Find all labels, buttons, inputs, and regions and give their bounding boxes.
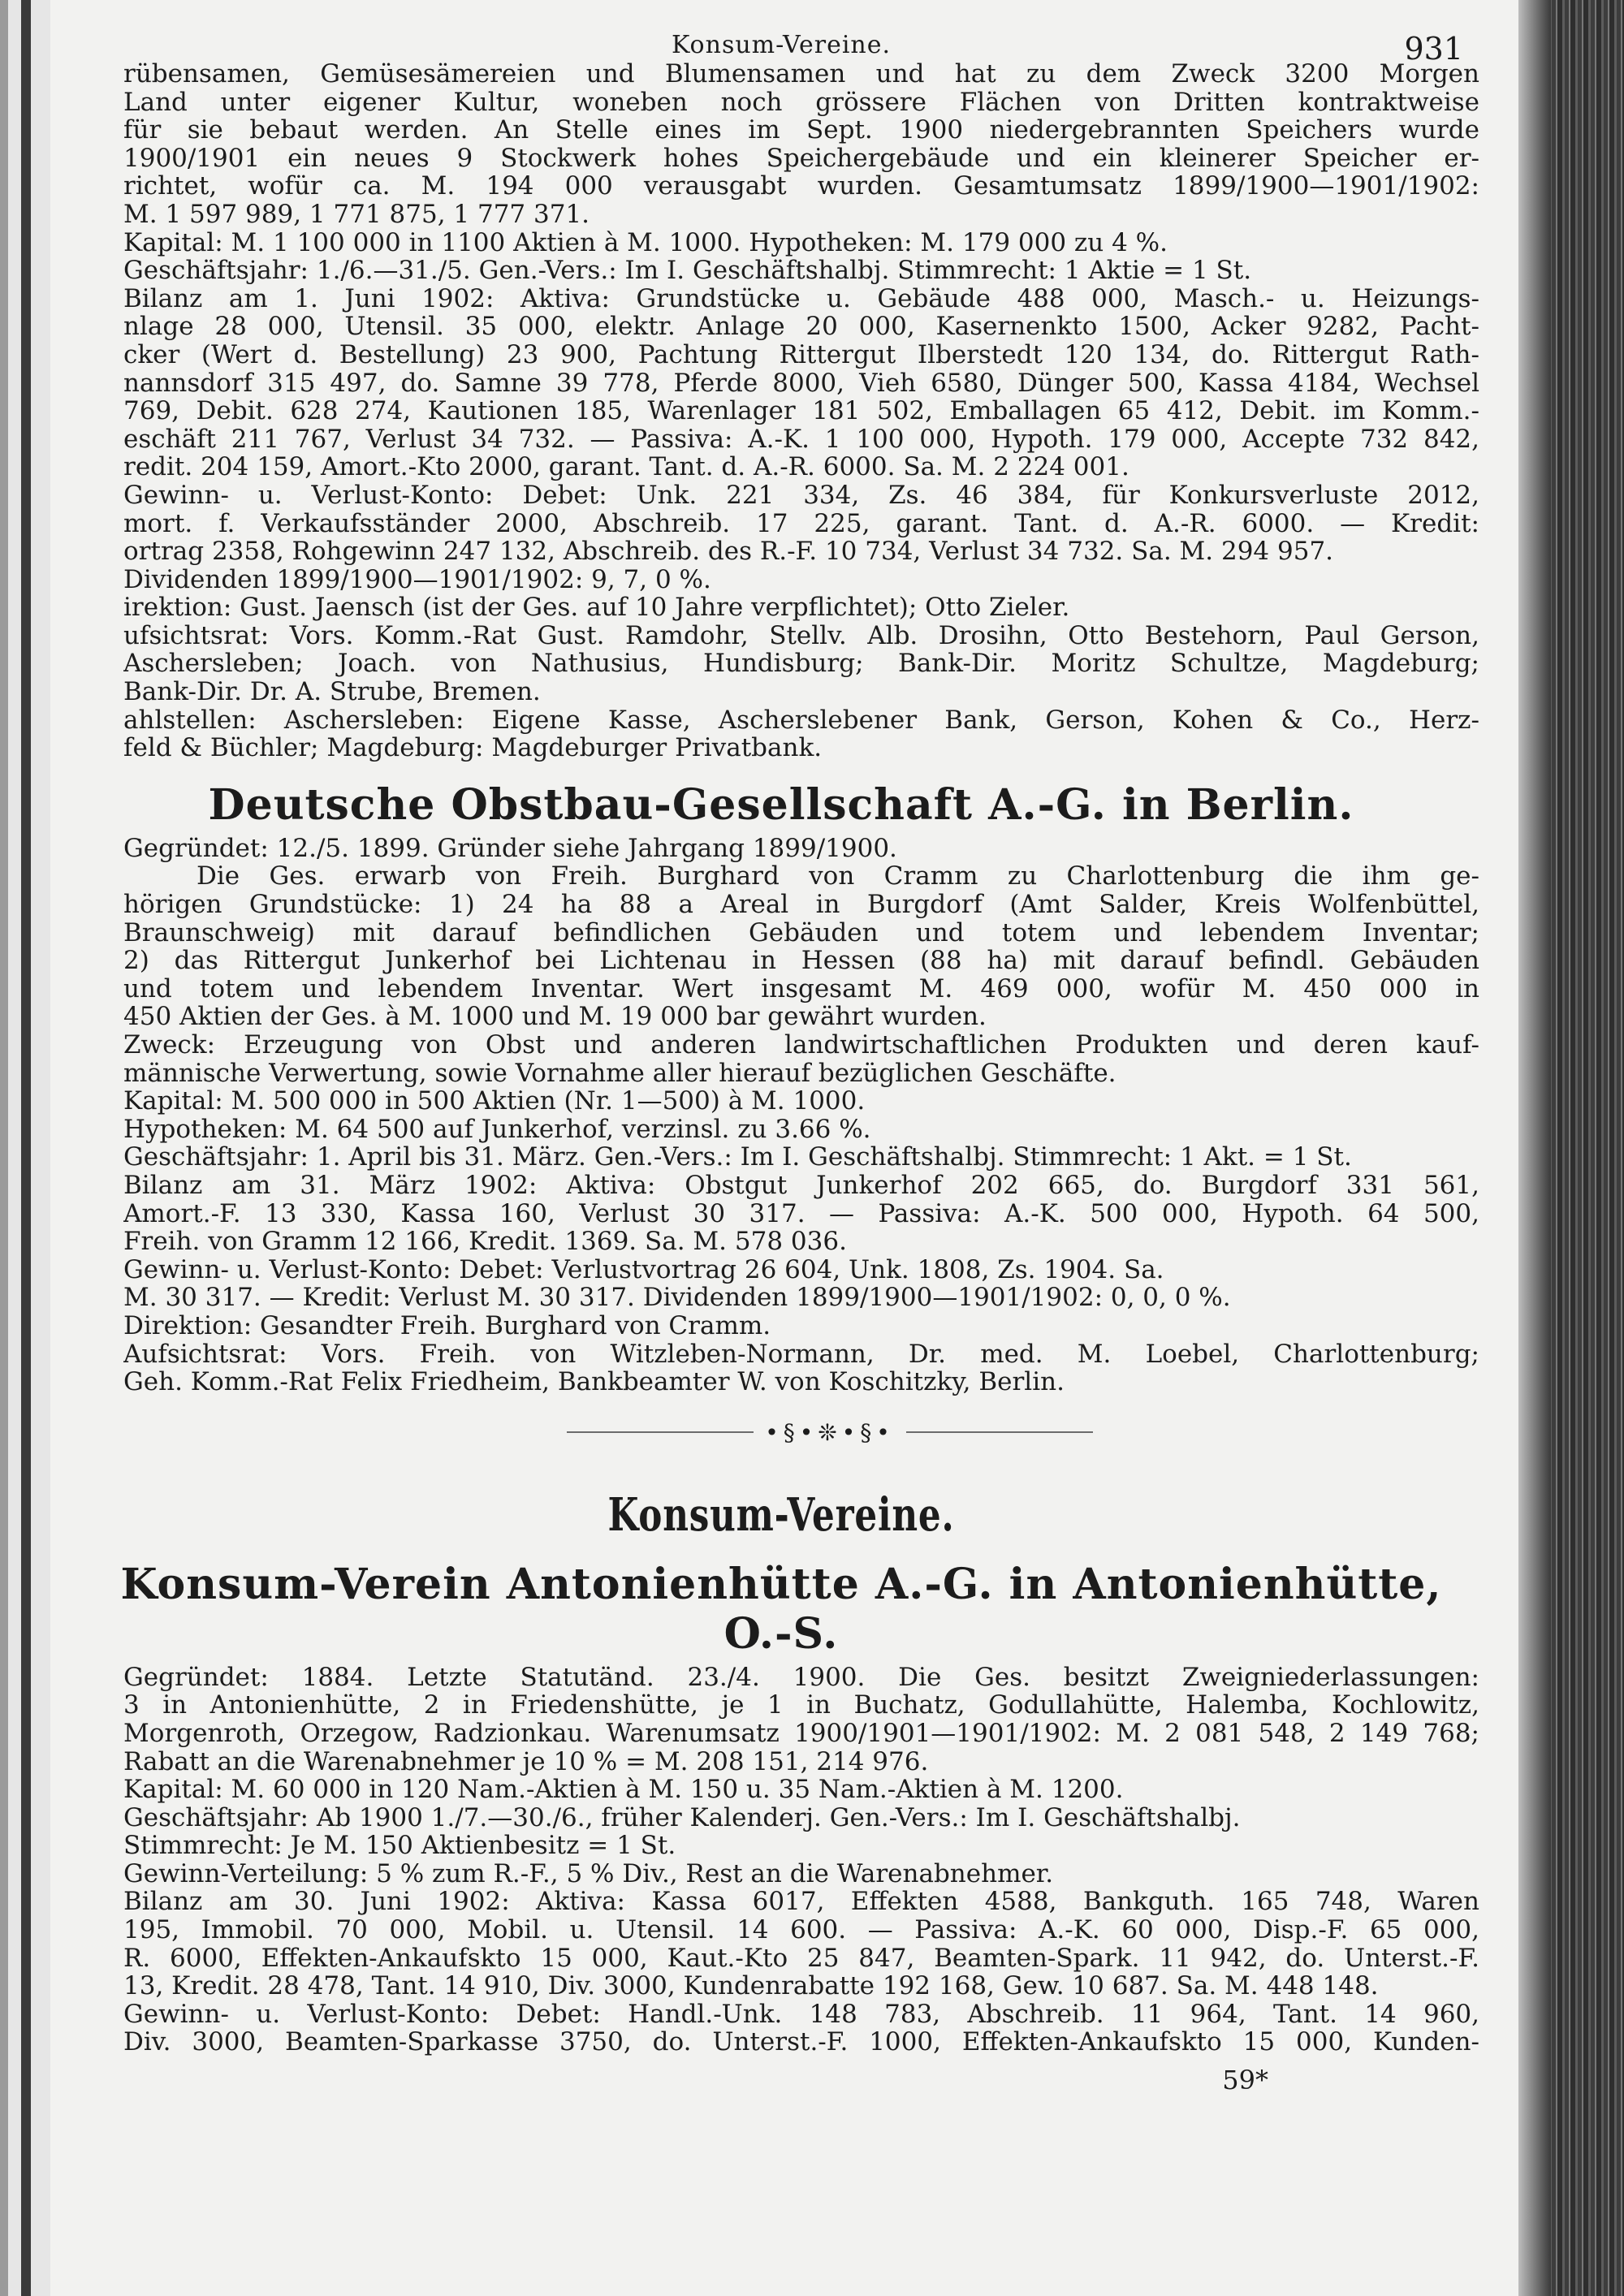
text-line: Stimmrecht: Je M. 150 Aktienbesitz = 1 St. xyxy=(123,1832,676,1860)
spine-shadow xyxy=(1518,0,1551,2296)
divider-rule-left xyxy=(567,1431,754,1433)
text-line: R. 6000, Effekten-Ankaufskto 15 000, Kaut.-Kto 25 847, Beamten-Spark. 11 942, do. Unterst.-F. xyxy=(123,1944,1479,1973)
left-margin-edge xyxy=(0,0,50,2296)
text-line: irektion: Gust. Jaensch (ist der Ges. auf 10 Jahre verpflichtet); Otto Zieler. xyxy=(123,593,1070,622)
text-line: Dividenden 1899/1900—1901/1902: 9, 7, 0 %. xyxy=(123,565,711,594)
text-line: 13, Kredit. 28 478, Tant. 14 910, Div. 3000, Kundenrabatte 192 168, Gew. 10 687. Sa. M. 448 148. xyxy=(123,1972,1379,2000)
text-line: männische Verwertung, sowie Vornahme aller hierauf bezüglichen Geschäfte. xyxy=(123,1059,1116,1088)
text-line: ufsichtsrat: Vors. Komm.-Rat Gust. Ramdohr, Stellv. Alb. Drosihn, Otto Bestehorn, Paul Gerson, xyxy=(123,621,1479,650)
text-line: redit. 204 159, Amort.-Kto 2000, garant. Tant. d. A.-R. 6000. Sa. M. 2 224 001. xyxy=(123,453,1129,481)
text-line: Die Ges. erwarb von Freih. Burghard von Cramm zu Charlottenburg die ihm ge- xyxy=(197,862,1479,891)
page-content xyxy=(83,0,1479,2095)
text-line: M. 1 597 989, 1 771 875, 1 777 371. xyxy=(123,200,590,229)
text-line: Bank-Dir. Dr. A. Strube, Bremen. xyxy=(123,678,541,706)
text-line: M. 30 317. — Kredit: Verlust M. 30 317. Dividenden 1899/1900—1901/1902: 0, 0, 0 %. xyxy=(123,1284,1231,1312)
page-header xyxy=(83,0,1479,67)
text-line: ahlstellen: Aschersleben: Eigene Kasse, Ascherslebener Bank, Gerson, Kohen & Co., Herz- xyxy=(123,706,1479,735)
text-line: Kapital: M. 500 000 in 500 Aktien (Nr. 1—500) à M. 1000. xyxy=(123,1087,866,1116)
text-line: 2) das Rittergut Junkerhof bei Lichtenau in Hessen (88 ha) mit darauf befindl. Gebäuden xyxy=(123,947,1479,975)
text-line: Kapital: M. 1 100 000 in 1100 Aktien à M. 1000. Hypotheken: M. 179 000 zu 4 %. xyxy=(123,228,1168,257)
text-line: Bilanz am 31. März 1902: Aktiva: Obstgut Junkerhof 202 665, do. Burgdorf 331 561, xyxy=(123,1171,1479,1200)
text-line: Aufsichtsrat: Vors. Freih. von Witzleben-Normann, Dr. med. M. Loebel, Charlottenburg; xyxy=(123,1340,1479,1369)
text-line: cker (Wert d. Bestellung) 23 900, Pachtung Rittergut Ilberstedt 120 134, do. Rittergut Rath- xyxy=(123,340,1479,369)
book-spine xyxy=(1518,0,1624,2296)
text-line: Gegründet: 12./5. 1899. Gründer siehe Jahrgang 1899/1900. xyxy=(123,834,897,863)
text-line: Direktion: Gesandter Freih. Burghard von Cramm. xyxy=(123,1311,771,1340)
text-line: Gewinn-Verteilung: 5 % zum R.-F., 5 % Div., Rest an die Warenabnehmer. xyxy=(123,1859,1054,1888)
text-line: Bilanz am 30. Juni 1902: Aktiva: Kassa 6017, Effekten 4588, Bankguth. 165 748, Waren xyxy=(123,1888,1479,1917)
text-line: Aschersleben; Joach. von Nathusius, Hundisburg; Bank-Dir. Moritz Schultze, Magdeburg; xyxy=(123,650,1479,679)
text-line: hörigen Grundstücke: 1) 24 ha 88 a Areal in Burgdorf (Amt Salder, Kreis Wolfenbüttel, xyxy=(123,891,1479,919)
section-divider xyxy=(83,1419,1479,1446)
text-line: eschäft 211 767, Verlust 34 732. — Passiva: A.-K. 1 100 000, Hypoth. 179 000, Accepte 732 842, xyxy=(123,425,1479,454)
company-title-obstbau: Deutsche Obstbau-Gesellschaft A.-G. in Berlin. xyxy=(208,779,1354,830)
text-line: Bilanz am 1. Juni 1902: Aktiva: Grundstücke u. Gebäude 488 000, Masch.- u. Heizungs- xyxy=(123,284,1479,313)
text-line: feld & Büchler; Magdeburg: Magdeburger Privatbank. xyxy=(123,734,823,762)
text-line: mort. f. Verkaufsständer 2000, Abschreib. 17 225, garant. Tant. d. A.-R. 6000. — Kredit: xyxy=(123,509,1479,538)
text-line: Hypotheken: M. 64 500 auf Junkerhof, verzinsl. zu 3.66 %. xyxy=(123,1115,871,1144)
text-line: 450 Aktien der Ges. à M. 1000 und M. 19 000 bar gewährt wurden. xyxy=(123,1003,987,1031)
text-line: und totem und lebendem Inventar. Wert insgesamt M. 469 000, wofür M. 450 000 in xyxy=(123,974,1479,1003)
text-line: rübensamen, Gemüsesämereien und Blumensamen und hat zu dem Zweck 3200 Morgen xyxy=(123,60,1479,88)
text-line: Div. 3000, Beamten-Sparkasse 3750, do. Unterst.-F. 1000, Effekten-Ankaufskto 15 000, Kunden- xyxy=(123,2028,1479,2057)
continued-entry-text xyxy=(123,60,1479,762)
text-line: 1900/1901 ein neues 9 Stockwerk hohes Speichergebäude und ein kleinerer Speicher er- xyxy=(123,144,1479,173)
text-line: Land unter eigener Kultur, woneben noch grössere Flächen von Dritten kontraktweise xyxy=(123,88,1479,117)
text-line: Freih. von Gramm 12 166, Kredit. 1369. Sa. M. 578 036. xyxy=(123,1228,847,1256)
text-line: Geschäftsjahr: Ab 1900 1./7.—30./6., früher Kalenderj. Gen.-Vers.: Im I. Geschäftshalbj. xyxy=(123,1803,1241,1832)
text-line: Gewinn- u. Verlust-Konto: Debet: Handl.-Unk. 148 783, Abschreib. 11 964, Tant. 14 960, xyxy=(123,2000,1479,2029)
text-line: Gewinn- u. Verlust-Konto: Debet: Unk. 221 334, Zs. 46 384, für Konkursverluste 2012, xyxy=(123,481,1479,510)
text-line: nannsdorf 315 497, do. Samne 39 778, Pferde 8000, Vieh 6580, Dünger 500, Kassa 4184, Wechsel xyxy=(123,369,1479,398)
text-line: Amort.-F. 13 330, Kassa 160, Verlust 30 317. — Passiva: A.-K. 500 000, Hypoth. 64 500, xyxy=(123,1199,1479,1228)
company-title-antonienhuette: Konsum-Verein Antonienhütte A.-G. in Antonienhütte, O.-S. xyxy=(120,1559,1442,1659)
book-page xyxy=(50,0,1518,2296)
divider-ornament: •§•❊•§• xyxy=(765,1418,895,1446)
running-title: Konsum-Vereine. xyxy=(671,31,892,59)
text-line: ortrag 2358, Rohgewinn 247 132, Abschreib. des R.-F. 10 734, Verlust 34 732. Sa. M. 294 957. xyxy=(123,537,1334,566)
text-line: Rabatt an die Warenabnehmer je 10 % = M. 208 151, 214 976. xyxy=(123,1747,929,1776)
margin-shadow xyxy=(0,0,8,2296)
text-line: Morgenroth, Orzegow, Radzionkau. Warenumsatz 1900/1901—1901/1902: M. 2 081 548, 2 149 768; xyxy=(123,1719,1479,1748)
text-line: Kapital: M. 60 000 in 120 Nam.-Aktien à M. 150 u. 35 Nam.-Aktien à M. 1200. xyxy=(123,1776,1124,1804)
text-line: 195, Immobil. 70 000, Mobil. u. Utensil. 14 600. — Passiva: A.-K. 60 000, Disp.-F. 65 000, xyxy=(123,1916,1479,1944)
text-line: Gewinn- u. Verlust-Konto: Debet: Verlustvortrag 26 604, Unk. 1808, Zs. 1904. Sa. xyxy=(123,1255,1164,1284)
page-number: 931 xyxy=(1404,31,1463,67)
text-line: Geh. Komm.-Rat Felix Friedheim, Bankbeamter W. von Koschitzky, Berlin. xyxy=(123,1368,1065,1396)
text-line: Gegründet: 1884. Letzte Statutänd. 23./4. 1900. Die Ges. besitzt Zweigniederlassungen: xyxy=(123,1663,1479,1692)
text-line: 3 in Antonienhütte, 2 in Friedenshütte, je 1 in Buchatz, Godullahütte, Halemba, Kochlowitz, xyxy=(123,1691,1479,1720)
text-line: Geschäftsjahr: 1./6.—31./5. Gen.-Vers.: Im I. Geschäftshalbj. Stimmrecht: 1 Aktie = 1 St. xyxy=(123,257,1252,285)
text-line: nlage 28 000, Utensil. 35 000, elektr. Anlage 20 000, Kasernenkto 1500, Acker 9282, Pacht- xyxy=(123,313,1479,341)
text-line: richtet, wofür ca. M. 194 000 verausgabt wurden. Gesamtumsatz 1899/1900—1901/1902: xyxy=(123,172,1479,201)
text-line: Braunschweig) mit darauf befindlichen Gebäuden und totem und lebendem Inventar; xyxy=(123,918,1479,947)
text-line: für sie bebaut werden. An Stelle eines im Sept. 1900 niedergebrannten Speichers wurde xyxy=(123,116,1479,145)
signature-mark: 59* xyxy=(1222,2065,1268,2096)
company-entry-antonienhuette xyxy=(123,1664,1479,2056)
text-line: 769, Debit. 628 274, Kautionen 185, Warenlager 181 502, Emballagen 65 412, Debit. im Komm.- xyxy=(123,397,1479,425)
text-line: Zweck: Erzeugung von Obst und anderen landwirtschaftlichen Produkten und deren kauf- xyxy=(123,1031,1479,1060)
company-entry-obstbau xyxy=(123,835,1479,1396)
adjacent-page-edge xyxy=(21,0,31,2296)
divider-rule-right xyxy=(906,1431,1093,1433)
text-line: Geschäftsjahr: 1. April bis 31. März. Gen.-Vers.: Im I. Geschäftshalbj. Stimmrecht: 1 Akt. = 1 St. xyxy=(123,1143,1352,1172)
section-header-konsum-vereine: Konsum-Vereine. xyxy=(607,1487,955,1542)
